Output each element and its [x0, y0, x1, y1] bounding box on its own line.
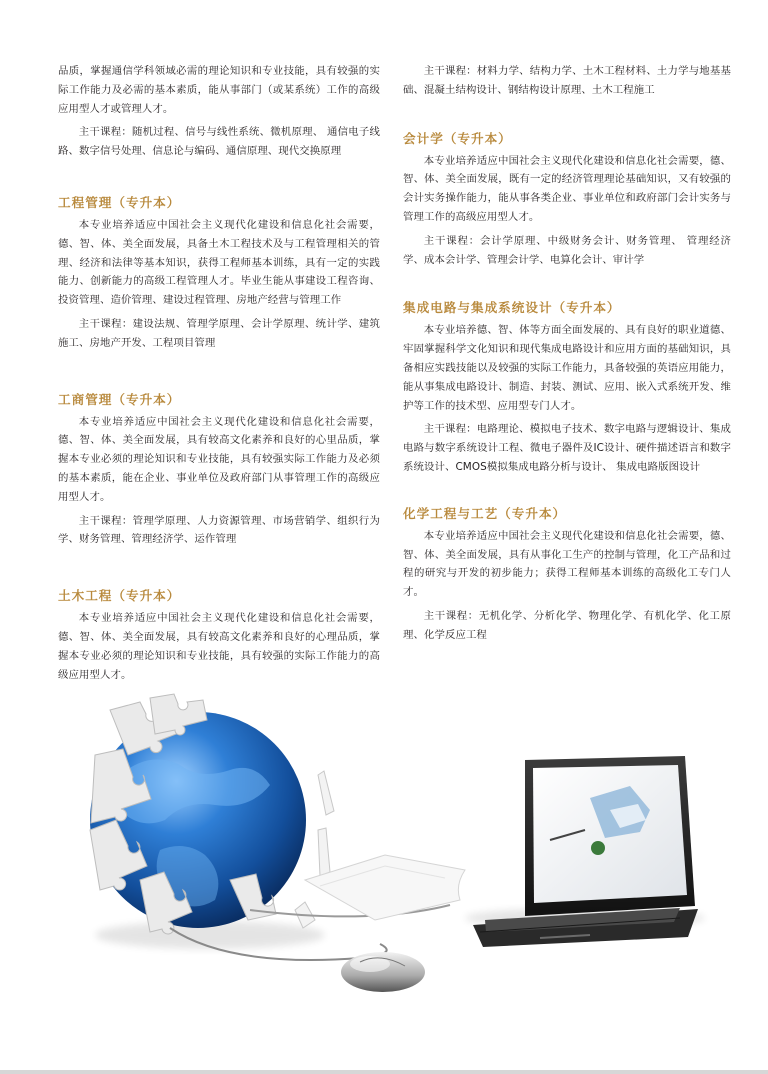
- engineering-management-courses: 主干课程：建设法规、管理学原理、会计学原理、统计学、建筑施工、房地产开发、工程项目管理: [58, 317, 380, 349]
- business-administration-section: [58, 391, 380, 550]
- civil-engineering-description: 本专业培养适应中国社会主义现代化建设和信息化社会需要，德、智、体、美全面发展，具有较高文化素养和良好的心理品质，掌握本专业必须的理论知识和专业技能，具有较强的实际工作能力的高级应用型人才。: [58, 612, 380, 681]
- intro-courses: 主干课程：随机过程、信号与线性系统、微机原理、 通信电子线路、数字信号处理、信息论与编码、通信原理、现代交换原理: [58, 126, 380, 158]
- technology-illustration: [0, 680, 768, 1020]
- section-title-ic-design: 集成电路与集成系统设计（专升本）: [403, 300, 621, 316]
- section-title-business-administration: 工商管理（专升本）: [58, 391, 181, 407]
- section-title-accounting: 会计学（专升本）: [403, 130, 512, 146]
- puzzle-globe-icon: [90, 694, 334, 934]
- bottom-border: [0, 1070, 768, 1074]
- civil-engineering-section: [58, 587, 380, 684]
- right-column: [403, 62, 731, 650]
- accounting-description: 本专业培养适应中国社会主义现代化建设和信息化社会需要，德、智、体、美全面发展，既有一定的经济管理理论基础知识，又有较强的会计实务操作能力，能从事各类企业、事业单位和政府部门会计实务与管理工作的高级应用型人才。: [403, 154, 731, 223]
- chemical-engineering-courses: 主干课程：无机化学、分析化学、物理化学、有机化学、化工原理、化学反应工程: [403, 609, 731, 641]
- business-administration-courses: 主干课程：管理学原理、人力资源管理、市场营销学、组织行为学、财务管理、管理经济学、运作管理: [58, 514, 380, 546]
- section-title-chemical-engineering: 化学工程与工艺（专升本）: [403, 505, 567, 521]
- computer-mouse-icon: [341, 952, 425, 992]
- section-title-civil-engineering: 土木工程（专升本）: [58, 588, 181, 604]
- intro-paragraph: 品质，掌握通信学科领域必需的理论知识和专业技能，具有较强的实际工作能力及必需的基本素质，能从事部门（或某系统）工作的高级应用型人才或管理人才。: [58, 65, 380, 115]
- ic-design-section: [403, 299, 731, 476]
- chemical-engineering-section: [403, 505, 731, 645]
- intro-communication-section: [58, 62, 380, 161]
- accounting-courses: 主干课程：会计学原理、中级财务会计、财务管理、 管理经济学、成本会计学、管理会计学、电算化会计、审计学: [403, 234, 731, 266]
- civil-engineering-courses: 主干课程：材料力学、结构力学、土木工程材料、土力学与地基基础、混凝土结构设计、钢结构设计原理、土木工程施工: [403, 65, 731, 96]
- civil-engineering-courses-section: [403, 62, 731, 100]
- business-administration-description: 本专业培养适应中国社会主义现代化建设和信息化社会需要，德、智、体、美全面发展，具有较高文化素养和良好的心里品质，掌握本专业必须的理论知识和专业技能，具有较强实际工作能力及必须的基本素质，能在企业、事业单位及政府部门从事管理工作的高级应用型人才。: [58, 415, 380, 503]
- left-column: [58, 62, 380, 689]
- engineering-management-description: 本专业培养适应中国社会主义现代化建设和信息化社会需要，德、智、体、美全面发展，具备土木工程技术及与工程管理相关的管理、经济和法律等基本知识，获得工程师基本训练，具有一定的实践能力、创新能力的高级工程管理人才。毕业生能从事建设工程咨询、投资管理、造价管理、建设过程管理、房地产经营与管理工作: [58, 218, 380, 307]
- ic-design-description: 本专业培养德、智、体等方面全面发展的、具有良好的职业道德、牢固掌握科学文化知识和现代集成电路设计和应用方面的基础知识，具备相应实践技能以及较强的实际工作能力，具备较强的英语应用能力，能从事集成电路设计、制造、封装、测试、应用、嵌入式系统开发、维护等工作的技术型、应用型专门人才。: [403, 324, 731, 412]
- accounting-section: [403, 130, 731, 270]
- engineering-management-section: [58, 194, 380, 353]
- ic-design-courses: 主干课程：电路理论、模拟电子技术、数字电路与逻辑设计、集成电路与数字系统设计工程、微电子器件及IC设计、硬件描述语言和数字系统设计、CMOS模拟集成电路分析与设计、 集成电路版图设计: [403, 423, 731, 473]
- chemical-engineering-description: 本专业培养适应中国社会主义现代化建设和信息化社会需要，德、智、体、美全面发展，具有从事化工生产的控制与管理，化工产品和过程的研究与开发的初步能力；获得工程师基本训练的高级化工专门人才。: [403, 529, 731, 599]
- section-title-engineering-management: 工程管理（专升本）: [58, 194, 181, 210]
